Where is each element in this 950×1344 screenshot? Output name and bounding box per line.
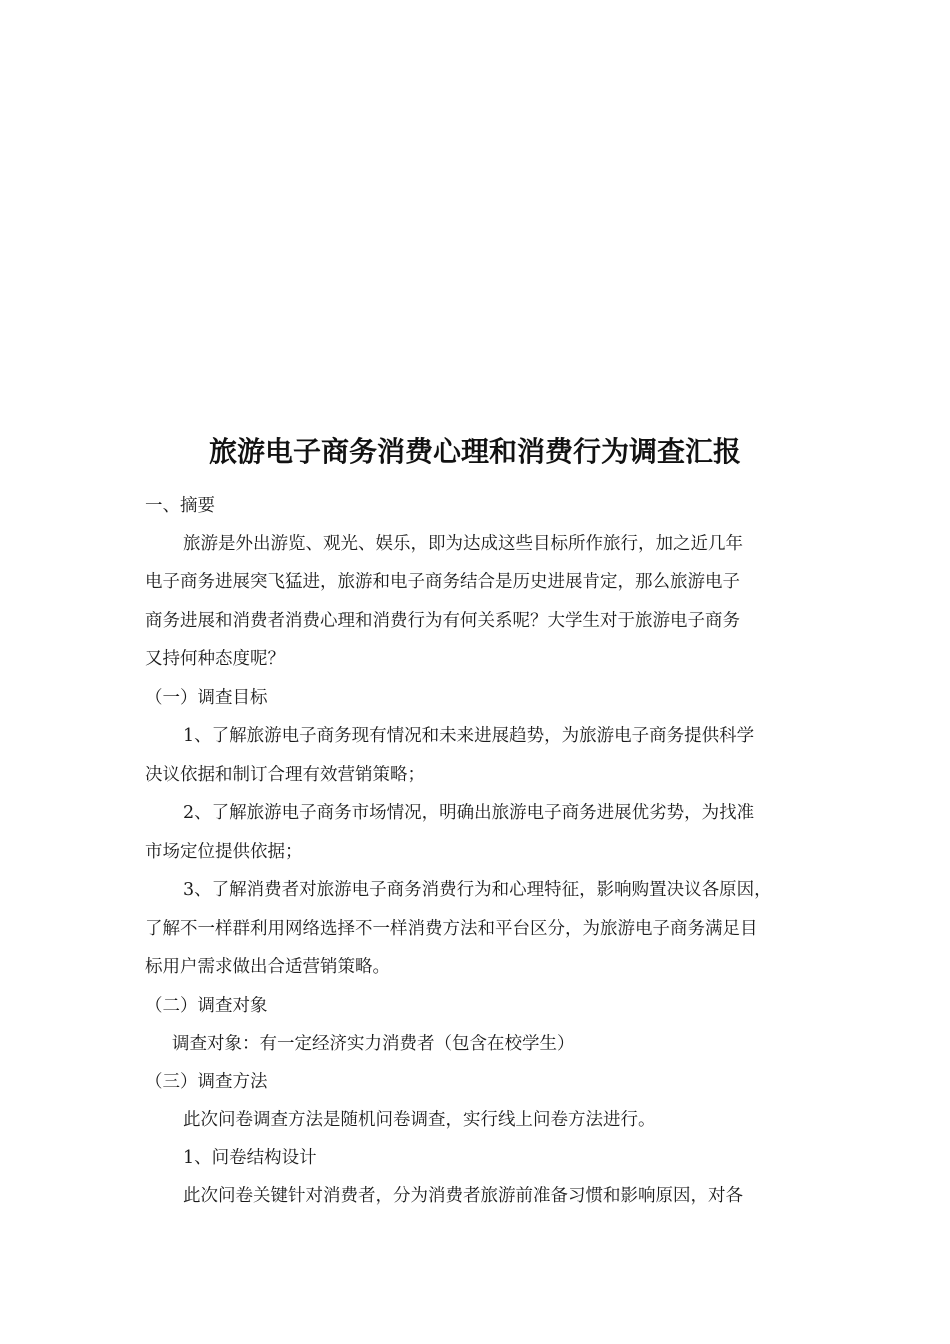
paragraph-line: 决议依据和制订合理有效营销策略； [145,765,425,785]
paragraph-line: 此次问卷调查方法是随机问卷调查，实行线上问卷方法进行。 [183,1110,656,1130]
paragraph-line: 此次问卷关键针对消费者，分为消费者旅游前准备习惯和影响原因，对各 [183,1186,743,1206]
section-heading-methods: （三）调查方法 [145,1072,268,1092]
paragraph-line: 调查对象：有一定经济实力消费者（包含在校学生） [172,1034,575,1054]
section-heading-subjects: （二）调查对象 [145,996,268,1016]
paragraph-line: 又持何种态度呢？ [145,649,285,669]
document-title: 旅游电子商务消费心理和消费行为调查汇报 [208,435,741,468]
section-heading-abstract: 一、摘要 [145,496,215,516]
section-heading-goals: （一）调查目标 [145,688,268,708]
paragraph-line: 3、了解消费者对旅游电子商务消费行为和心理特征，影响购置决议各原因， [183,880,772,900]
paragraph-line: 2、了解旅游电子商务市场情况，明确出旅游电子商务进展优劣势，为找准 [183,803,755,823]
paragraph-line: 1、了解旅游电子商务现有情况和未来进展趋势，为旅游电子商务提供科学 [183,726,755,746]
paragraph-line: 电子商务进展突飞猛进，旅游和电子商务结合是历史进展肯定，那么旅游电子 [145,572,740,592]
paragraph-line: 旅游是外出游览、观光、娱乐，即为达成这些目标所作旅行，加之近几年 [183,534,743,554]
subheading-questionnaire-design: 1、问卷结构设计 [183,1148,317,1168]
paragraph-line: 标用户需求做出合适营销策略。 [145,957,390,977]
paragraph-line: 了解不一样群利用网络选择不一样消费方法和平台区分，为旅游电子商务满足目 [145,919,758,939]
paragraph-line: 市场定位提供依据； [145,842,303,862]
paragraph-line: 商务进展和消费者消费心理和消费行为有何关系呢？大学生对于旅游电子商务 [145,611,740,631]
